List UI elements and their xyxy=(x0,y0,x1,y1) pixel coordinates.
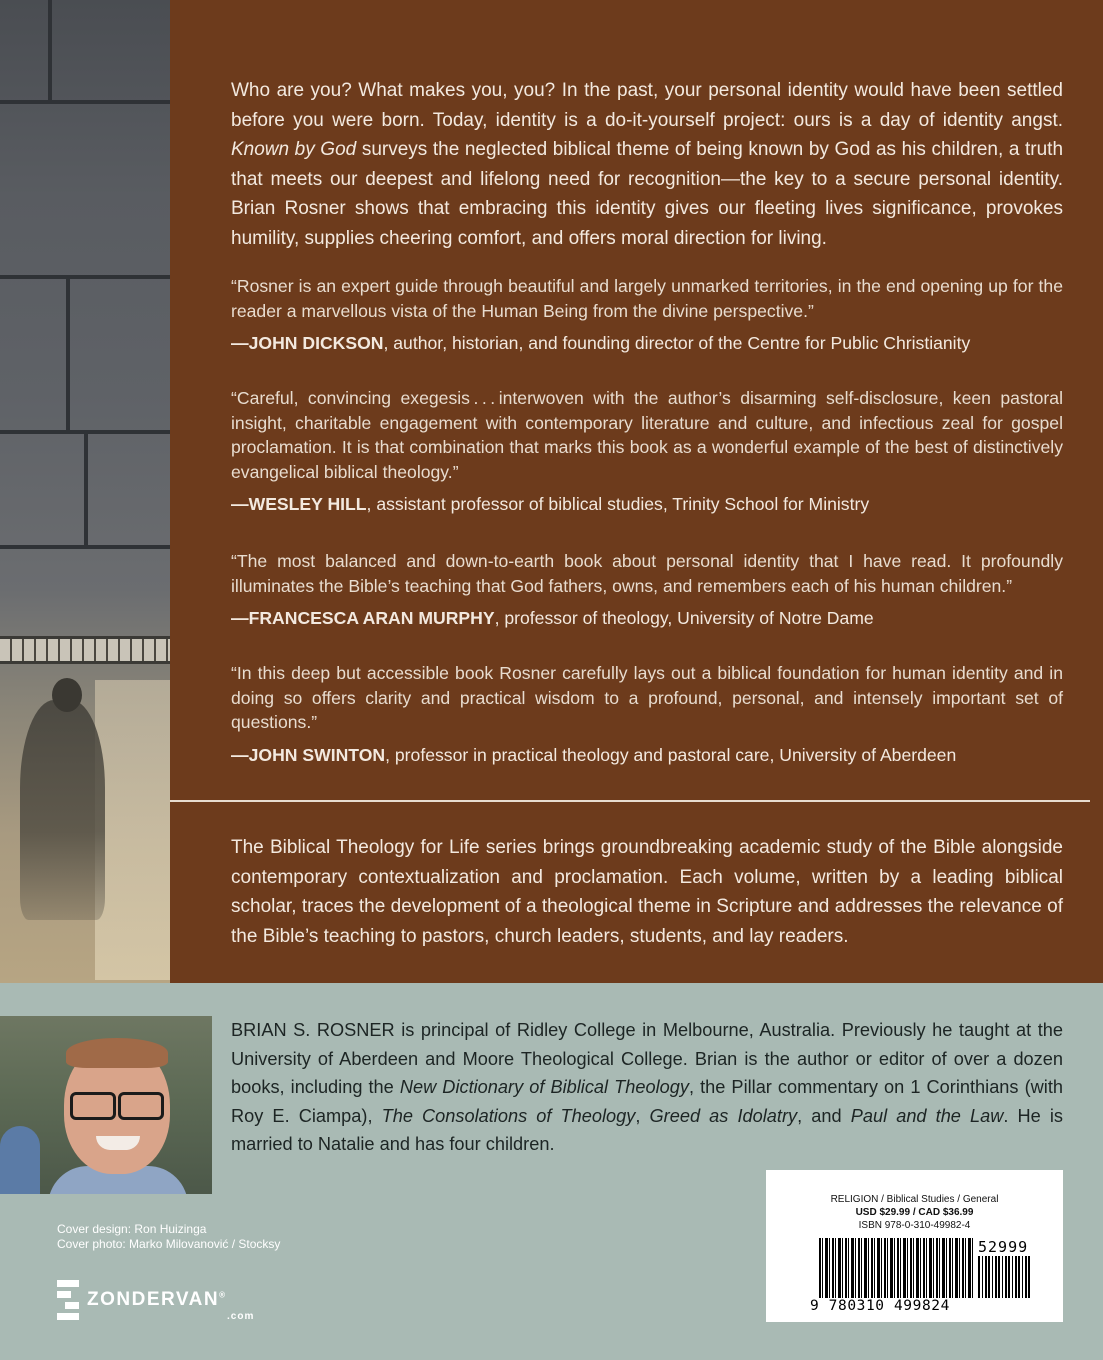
endorsement-quote: “Rosner is an expert guide through beautiful and largely unmarked territories, in the end opening up for the reader a marvellous vista of the Human Being from the divine perspective.” xyxy=(231,276,1063,321)
paving-joint xyxy=(84,430,88,545)
endorsement-attribution xyxy=(231,492,1063,516)
paving-joint xyxy=(66,275,70,430)
endorser-role: , professor of theology, University of Notre Dame xyxy=(494,608,874,628)
cover-design-credit: Cover design: Ron Huizinga xyxy=(57,1222,207,1236)
glasses-icon xyxy=(118,1092,164,1120)
bio-book-title: Greed as Idolatry xyxy=(649,1105,798,1126)
blurb-intro: Who are you? What makes you, you? In the past, your personal identity would have been settled before you were born. Today, identity is a do-it-yourself project: ours is a day of identity angst. xyxy=(231,80,1063,131)
barcode-digits: 9 780310 499824 xyxy=(810,1298,950,1314)
sky-reflection xyxy=(95,680,170,980)
endorser-name: —JOHN SWINTON xyxy=(231,744,386,765)
publisher-name xyxy=(87,1289,227,1311)
paving-joint xyxy=(0,545,170,549)
cover-photo-credit: Cover photo: Marko Milovanović / Stocksy xyxy=(57,1237,281,1251)
barcode-icon xyxy=(819,1238,974,1298)
paving-joint xyxy=(0,100,170,104)
background-person xyxy=(0,1126,40,1194)
registered-mark: ® xyxy=(219,1290,227,1300)
publisher-logo xyxy=(57,1280,267,1322)
bio-book-title: Paul and the Law xyxy=(850,1105,1004,1126)
endorsement xyxy=(231,274,1063,355)
endorsement xyxy=(231,661,1063,767)
endorser-name: —FRANCESCA ARAN MURPHY xyxy=(231,608,495,628)
bisac-category: RELIGION / Biblical Studies / General xyxy=(830,1194,999,1205)
author-hair xyxy=(66,1038,168,1068)
back-cover-panel xyxy=(170,0,1103,983)
cobblestone-edge xyxy=(0,636,170,664)
cover-photo-strip xyxy=(0,0,170,983)
price-addon-code: 52999 xyxy=(978,1238,1029,1256)
zondervan-logo-icon xyxy=(57,1280,79,1320)
endorser-name: —WESLEY HILL xyxy=(231,494,367,514)
endorser-role: , assistant professor of biblical studies, Trinity School for Ministry xyxy=(366,494,870,514)
figure-reflection-head xyxy=(52,678,82,712)
bio-book-title: New Dictionary of Biblical Theology xyxy=(399,1077,689,1097)
cover-credits xyxy=(57,1222,280,1252)
series-description: The Biblical Theology for Life series brings groundbreaking academic study of the Bible alongside contemporary contextualization and proclamation. Each volume, written by a leading biblical scholar, traces the development of a theological theme in Scripture and addresses the relevance of the Bible’s teaching to pastors, church leaders, students, and lay readers. xyxy=(231,837,1063,947)
figure-reflection xyxy=(20,700,105,920)
book-title: Known by God xyxy=(231,139,357,160)
blurb-body: surveys the neglected biblical theme of being known by God as his children, a truth that meets our deepest and lifelong need for recognition—the key to a secure personal identity. Brian Rosner shows that embracing this identity gives our fleeting lives significance, provokes humility, supplies cheering comfort, and offers moral direction for living. xyxy=(231,139,1064,249)
bio-text: , and xyxy=(797,1105,851,1126)
barcode-label xyxy=(766,1170,1063,1322)
bio-text: BRIAN S. ROSNER is principal of Ridley College in Melbourne, Australia. Previously he taught at the University of Aberdeen and Moore Theological College. Brian is the author or editor of over a dozen books, including the xyxy=(231,1020,1063,1097)
addon-barcode-icon xyxy=(978,1256,1030,1298)
isbn: ISBN 978-0-310-49982-4 xyxy=(858,1220,971,1231)
author-bio xyxy=(231,1016,1063,1159)
paving-joint xyxy=(48,0,52,100)
endorsement-attribution xyxy=(231,606,1063,630)
author-photo xyxy=(0,1016,212,1194)
bio-text: . He is married to Natalie and has four children. xyxy=(231,1105,1064,1154)
publisher-domain: .com xyxy=(227,1311,255,1322)
endorsement xyxy=(231,549,1063,630)
bio-book-title: The Consolations of Theology xyxy=(381,1105,636,1126)
endorsement-attribution xyxy=(231,743,1063,767)
price: USD $29.99 / CAD $36.99 xyxy=(855,1207,974,1218)
endorsement-attribution xyxy=(231,331,1063,355)
publisher-wordmark: ZONDERVAN xyxy=(87,1289,220,1310)
endorsement-quote: “In this deep but accessible book Rosner carefully lays out a biblical foundation for human identity and in doing so offers clarity and practical wisdom to a profound, personal, and intensely important set of questions.” xyxy=(231,663,1063,732)
endorser-name: —JOHN DICKSON xyxy=(231,333,384,353)
divider xyxy=(170,800,1090,802)
glasses-icon xyxy=(70,1092,116,1120)
endorser-role: , author, historian, and founding director of the Centre for Public Christianity xyxy=(383,333,971,353)
bio-text: , the Pillar commentary on 1 Corinthians (with Roy E. Ciampa), xyxy=(231,1077,1063,1126)
endorsement-quote: “Careful, convincing exegesis . . . interwoven with the author’s disarming self-disclosure, keen pastoral insight, charitable engagement with contemporary literature and culture, and infectious zeal for gospel proclamation. It is that combination that marks this book as a wonderful example of the best of distinctively evangelical biblical theology.” xyxy=(231,388,1063,482)
endorsement xyxy=(231,386,1063,516)
endorsement-quote: “The most balanced and down-to-earth book about personal identity that I have read. It profoundly illuminates the Bible’s teaching that God fathers, owns, and remembers each of his human children.” xyxy=(231,551,1063,596)
paving-joint xyxy=(0,275,170,279)
endorser-role: , professor in practical theology and pastoral care, University of Aberdeen xyxy=(385,744,957,765)
bio-text: , xyxy=(635,1105,650,1126)
book-blurb xyxy=(231,76,1063,253)
